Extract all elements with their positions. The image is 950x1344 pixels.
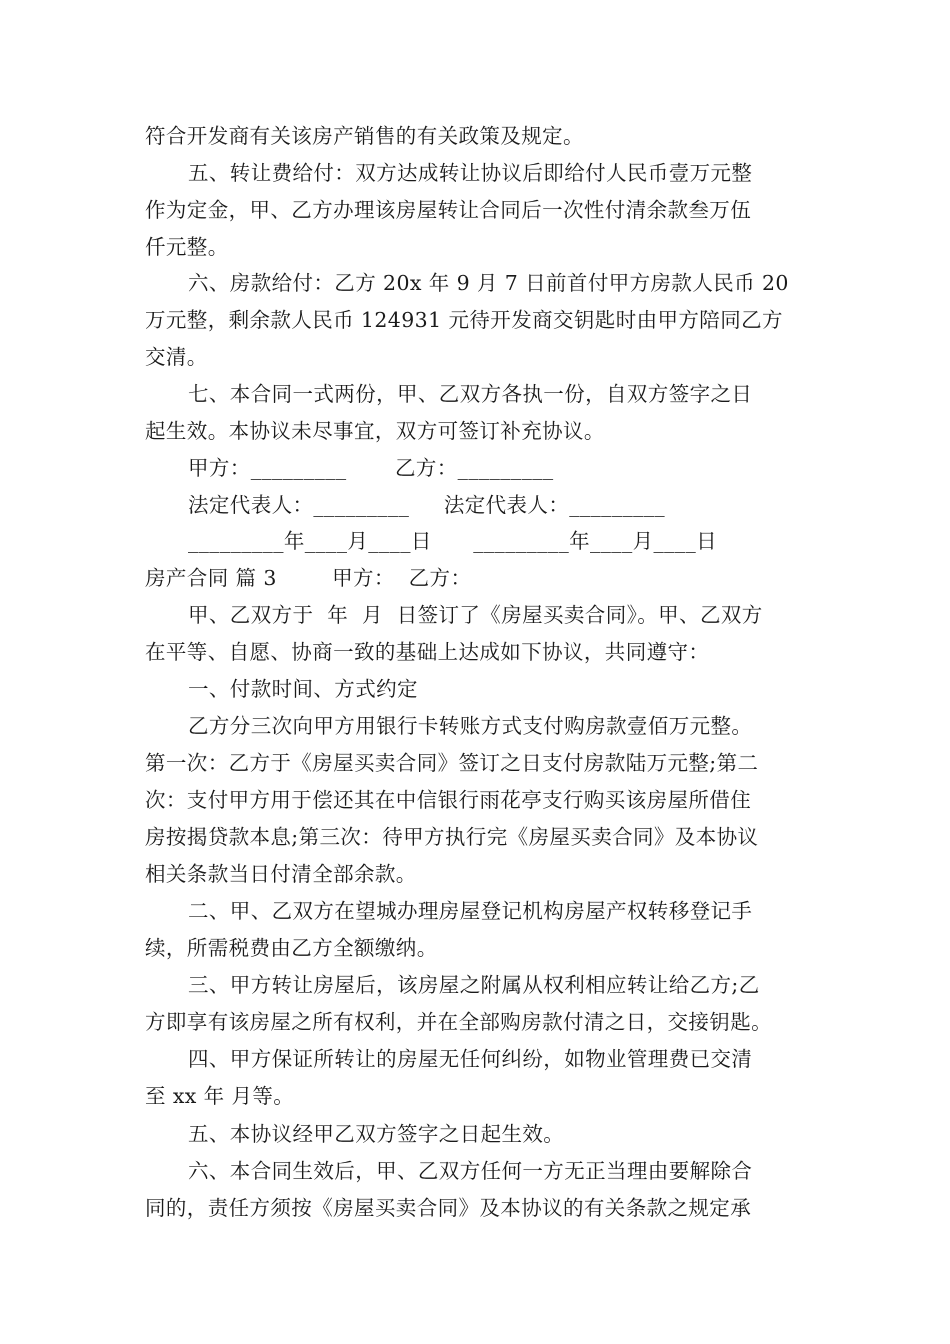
text-line: 乙方分三次向甲方用银行卡转账方式支付购房款壹佰万元整。 [188,714,753,738]
text-line: 七、本合同一式两份，甲、乙双方各执一份，自双方签字之日 [188,382,753,406]
text-line: 六、本合同生效后，甲、乙双方任何一方无正当理由要解除合 [188,1159,753,1183]
text-line: 在平等、自愿、协商一致的基础上达成如下协议，共同遵守： [145,640,710,664]
text-line: 方即享有该房屋之所有权利，并在全部购房款付清之日，交接钥匙。 [145,1010,772,1034]
text-line: 仟元整。 [145,235,229,259]
text-line: 二、甲、乙双方在望城办理房屋登记机构房屋产权转移登记手 [188,899,753,923]
text-line: 四、甲方保证所转让的房屋无任何纠纷，如物业管理费已交清 [188,1047,753,1071]
text-line: 至 xx 年 月等。 [145,1084,295,1108]
text-line: 五、转让费给付：双方达成转让协议后即给付人民币壹万元整 [188,161,753,185]
text-line: 六、房款给付：乙方 20x 年 9 月 7 日前首付甲方房款人民币 20 [188,271,789,295]
text-line: 房按揭贷款本息;第三次：待甲方执行完《房屋买卖合同》及本协议 [145,825,759,849]
text-line: 次：支付甲方用于偿还其在中信银行雨花亭支行购买该房屋所借住 [145,788,752,812]
text-line: 符合开发商有关该房产销售的有关政策及规定。 [145,124,584,148]
section-heading: 房产合同 篇 3 甲方： 乙方： [145,566,472,590]
signature-line-representatives: 法定代表人：_________ 法定代表人：_________ [188,493,666,517]
signature-line-parties: 甲方：_________ 乙方：_________ [188,456,554,480]
text-line: 作为定金，甲、乙方办理该房屋转让合同后一次性付清余款叁万伍 [145,198,752,222]
text-line: 相关条款当日付清全部余款。 [145,862,417,886]
text-line: 三、甲方转让房屋后，该房屋之附属从权利相应转让给乙方;乙 [188,973,760,997]
signature-line-dates: _________年____月____日 _________年____月____日 [188,529,717,553]
text-line: 五、本协议经甲乙双方签字之日起生效。 [188,1122,565,1146]
text-line: 起生效。本协议未尽事宜，双方可签订补充协议。 [145,419,605,443]
text-line: 万元整，剩余款人民币 124931 元待开发商交钥匙时由甲方陪同乙方 [145,308,783,332]
text-line: 第一次：乙方于《房屋买卖合同》签订之日支付房款陆万元整;第二 [145,751,759,775]
text-line: 甲、乙双方于 年 月 日签订了《房屋买卖合同》。甲、乙双方 [188,603,763,627]
text-line: 一、付款时间、方式约定 [188,677,418,701]
text-line: 同的，责任方须按《房屋买卖合同》及本协议的有关条款之规定承 [145,1196,752,1220]
text-line: 交清。 [145,345,208,369]
text-line: 续，所需税费由乙方全额缴纳。 [145,936,438,960]
